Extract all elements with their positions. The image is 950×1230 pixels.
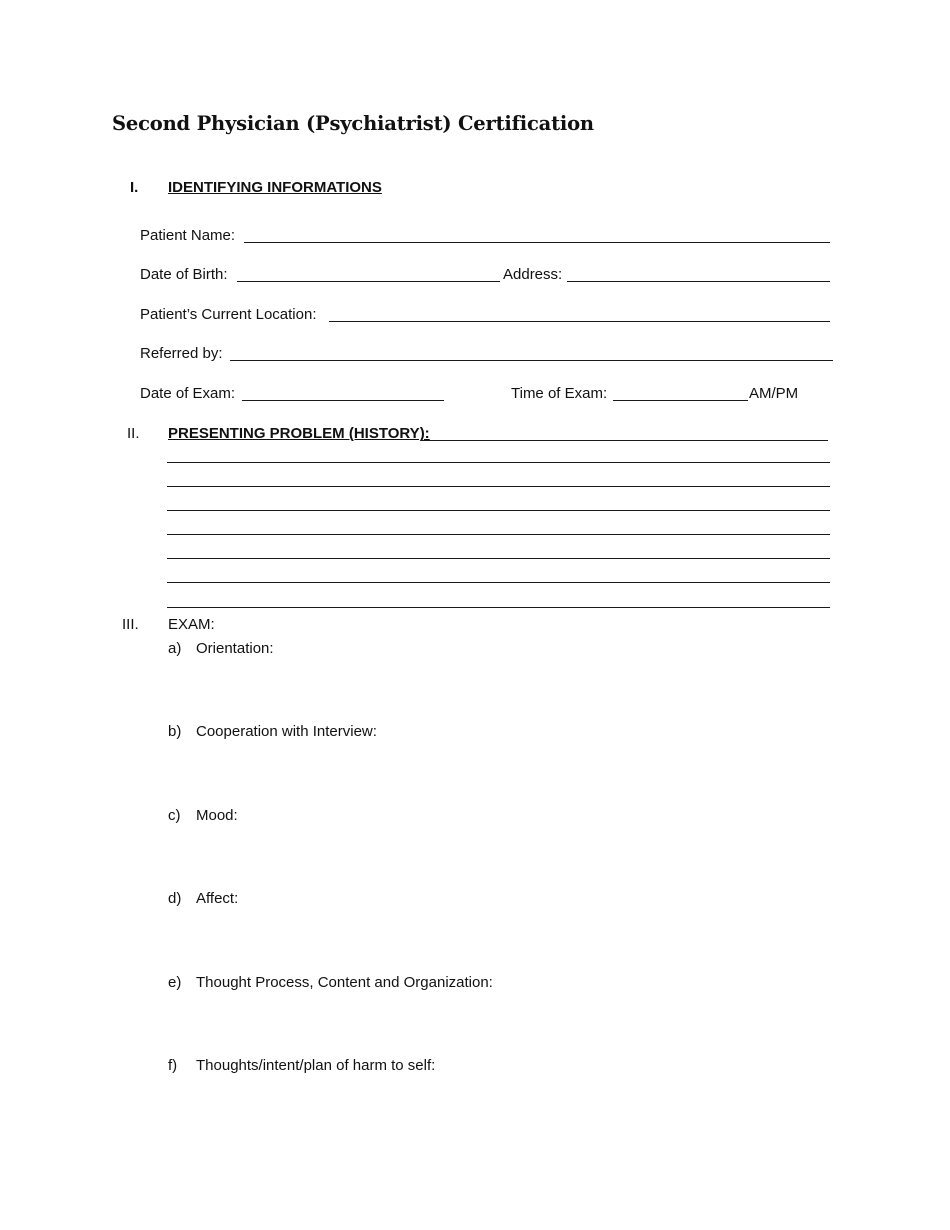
current-location-field[interactable] [329,321,830,322]
date-of-birth-field[interactable] [237,281,500,282]
section-numeral-presenting-problem: II. [127,425,140,442]
history-line-1[interactable] [422,440,828,441]
exam-item-letter: e) [168,974,182,991]
exam-item-letter: d) [168,890,182,907]
exam-item-affect: Affect: [196,890,239,907]
history-line-6[interactable] [167,558,830,559]
referred-by-field[interactable] [230,360,833,361]
date-of-birth-label: Date of Birth: [140,266,228,283]
exam-item-letter: f) [168,1057,178,1074]
history-line-7[interactable] [167,582,830,583]
am-pm-label: AM/PM [749,385,799,402]
page-title: Second Physician (Psychiatrist) Certification [112,112,594,135]
date-of-exam-label: Date of Exam: [140,385,236,402]
exam-item-orientation: Orientation: [196,640,274,657]
history-line-8[interactable] [167,607,830,608]
exam-item-letter: b) [168,723,182,740]
address-field[interactable] [567,281,830,282]
address-label: Address: [503,266,563,283]
history-line-5[interactable] [167,534,830,535]
time-of-exam-label: Time of Exam: [511,385,608,402]
section-heading-identifying: IDENTIFYING INFORMATIONS [168,179,382,196]
date-of-exam-field[interactable] [242,400,444,401]
exam-item-letter: c) [168,807,181,824]
patient-name-label: Patient Name: [140,227,236,244]
current-location-label: Patient’s Current Location: [140,306,317,323]
exam-item-mood: Mood: [196,807,238,824]
exam-item-thought-process: Thought Process, Content and Organization: [196,974,493,991]
section-numeral-exam: III. [122,616,139,633]
history-line-2[interactable] [167,462,830,463]
section-numeral-identifying: I. [130,179,139,196]
history-line-4[interactable] [167,510,830,511]
referred-by-label: Referred by: [140,345,223,362]
patient-name-field[interactable] [244,242,830,243]
history-line-3[interactable] [167,486,830,487]
section-heading-presenting-problem: PRESENTING PROBLEM (HISTORY): [168,425,430,442]
time-of-exam-field[interactable] [613,400,748,401]
exam-item-letter: a) [168,640,182,657]
section-heading-exam: EXAM: [168,616,215,633]
exam-item-harm-to-self: Thoughts/intent/plan of harm to self: [196,1057,436,1074]
exam-item-cooperation: Cooperation with Interview: [196,723,377,740]
